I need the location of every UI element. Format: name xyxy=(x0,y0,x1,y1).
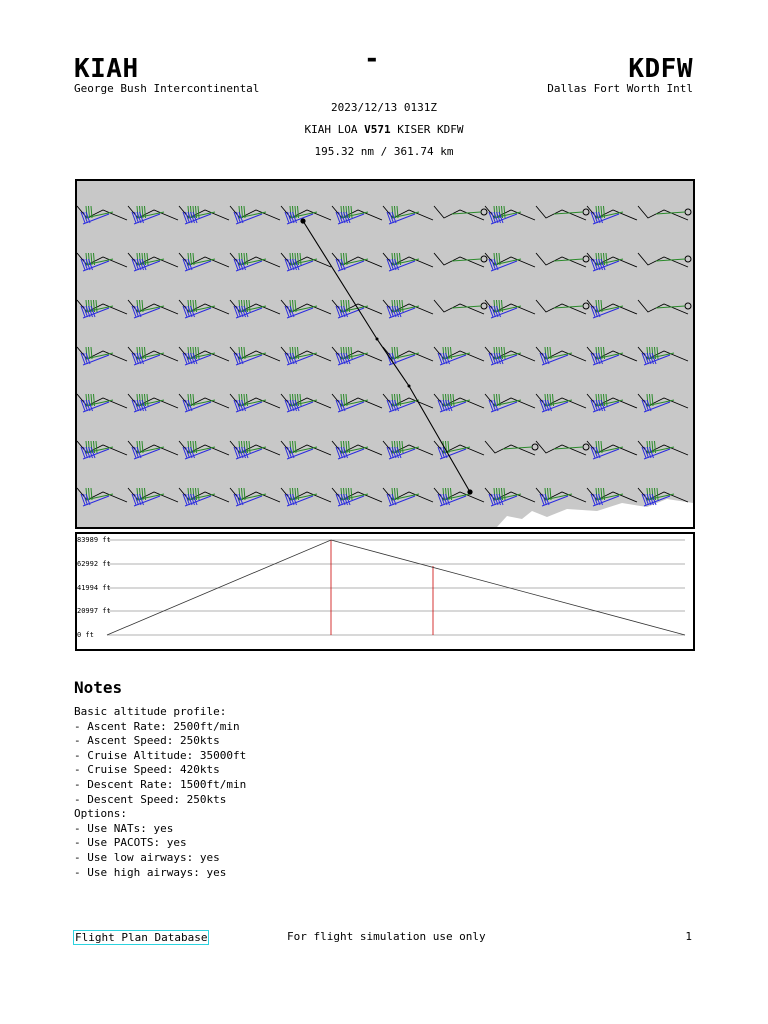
map-contour xyxy=(332,253,382,267)
map-contour xyxy=(434,300,484,314)
calm-wind-marker xyxy=(583,256,589,262)
map-contour xyxy=(536,441,586,455)
note-line: - Use low airways: yes xyxy=(74,850,220,864)
map-contour xyxy=(281,347,331,361)
map-contour xyxy=(536,253,586,267)
map-contour xyxy=(485,253,535,267)
map-contour xyxy=(128,441,178,455)
map-contour xyxy=(434,488,484,502)
calm-wind-marker xyxy=(481,303,487,309)
map-contour xyxy=(128,347,178,361)
calm-wind-marker xyxy=(532,444,538,450)
note-line: - Ascent Speed: 250kts xyxy=(74,734,220,748)
map-contour xyxy=(587,206,637,220)
map-contour xyxy=(332,441,382,455)
notes-title: Notes xyxy=(74,678,123,697)
note-line: Options: xyxy=(74,807,127,821)
calm-wind-marker xyxy=(481,209,487,215)
calm-wind-marker xyxy=(583,303,589,309)
map-contour xyxy=(383,253,433,267)
map-contour xyxy=(536,206,586,220)
route-suffix: KISER KDFW xyxy=(390,123,464,136)
map-contour xyxy=(230,488,280,502)
map-contour xyxy=(77,488,127,502)
notes-body xyxy=(74,705,246,880)
map-contour xyxy=(332,206,382,220)
map-contour xyxy=(485,488,535,502)
map-contour xyxy=(638,488,688,502)
calm-wind-marker xyxy=(685,209,691,215)
map-contour xyxy=(638,206,688,220)
route-endpoint-kiah xyxy=(467,489,472,494)
map-contour xyxy=(434,253,484,267)
map-contour xyxy=(485,441,535,455)
map-contour xyxy=(383,441,433,455)
altitude-profile-canvas xyxy=(77,534,693,649)
destination-code: KDFW xyxy=(628,54,693,84)
note-line: - Ascent Rate: 2500ft/min xyxy=(74,719,240,733)
flight-date: 2023/12/13 0131Z xyxy=(331,101,437,114)
map-contour xyxy=(128,300,178,314)
map-contour xyxy=(638,300,688,314)
profile-axis-label: 41994 ft xyxy=(77,584,111,592)
map-contour xyxy=(485,394,535,408)
flight-plan-database-link[interactable]: Flight Plan Database xyxy=(75,931,208,944)
map-contour xyxy=(77,394,127,408)
origin-name: George Bush Intercontinental xyxy=(74,82,260,95)
map-contour xyxy=(281,394,331,408)
map-contour xyxy=(230,347,280,361)
map-contour xyxy=(77,441,127,455)
map-contour xyxy=(230,441,280,455)
map-contour xyxy=(383,206,433,220)
map-contour xyxy=(587,441,637,455)
note-line: - Cruise Altitude: 35000ft xyxy=(74,748,247,762)
map-contour xyxy=(281,441,331,455)
map-contour xyxy=(128,488,178,502)
route-waypoint xyxy=(376,338,379,341)
map-contour xyxy=(638,347,688,361)
map-contour xyxy=(434,394,484,408)
map-contour xyxy=(383,300,433,314)
route-airway: V571 xyxy=(364,123,391,136)
altitude-profile-line xyxy=(107,540,685,635)
route-prefix: KIAH LOA xyxy=(304,123,365,136)
calm-wind-marker xyxy=(685,256,691,262)
map-contour xyxy=(179,300,229,314)
note-line: - Use high airways: yes xyxy=(74,865,227,879)
note-line: - Cruise Speed: 420kts xyxy=(74,763,220,777)
map-contour xyxy=(179,394,229,408)
map-contour xyxy=(383,394,433,408)
map-contour xyxy=(638,253,688,267)
map-contour xyxy=(383,488,433,502)
map-contour xyxy=(281,488,331,502)
map-contour xyxy=(179,488,229,502)
map-contour xyxy=(281,206,331,220)
note-line: - Use PACOTS: yes xyxy=(74,836,187,850)
map-contour xyxy=(485,347,535,361)
route-separator: - xyxy=(364,44,381,74)
map-contour xyxy=(230,394,280,408)
origin-code: KIAH xyxy=(74,54,139,84)
map-contour xyxy=(179,206,229,220)
map-contour xyxy=(485,206,535,220)
map-contour xyxy=(536,300,586,314)
map-contour xyxy=(587,488,637,502)
map-contour xyxy=(230,300,280,314)
profile-axis-label: 62992 ft xyxy=(77,560,111,568)
map-contour xyxy=(638,394,688,408)
map-contour xyxy=(434,206,484,220)
map-contour xyxy=(179,347,229,361)
map-contour xyxy=(485,300,535,314)
map-contour xyxy=(638,441,688,455)
profile-axis-label: 0 ft xyxy=(77,631,94,639)
map-contour xyxy=(77,347,127,361)
map-contour xyxy=(128,206,178,220)
map-contour xyxy=(77,253,127,267)
route-waypoint xyxy=(408,385,411,388)
page-number: 1 xyxy=(685,930,692,943)
map-contour xyxy=(536,488,586,502)
note-line: - Descent Speed: 250kts xyxy=(74,792,227,806)
map-contour xyxy=(179,441,229,455)
route-endpoint-kdfw xyxy=(300,218,305,223)
calm-wind-marker xyxy=(583,444,589,450)
profile-axis-label: 20997 ft xyxy=(77,607,111,615)
note-line: Basic altitude profile: xyxy=(74,705,227,718)
coastline xyxy=(497,499,693,527)
map-contour xyxy=(587,300,637,314)
map-contour xyxy=(434,347,484,361)
calm-wind-marker xyxy=(481,256,487,262)
map-contour xyxy=(587,253,637,267)
map-contour xyxy=(128,253,178,267)
footer-disclaimer: For flight simulation use only xyxy=(287,930,486,943)
route-distance: 195.32 nm / 361.74 km xyxy=(314,145,454,158)
calm-wind-marker xyxy=(685,303,691,309)
note-line: - Descent Rate: 1500ft/min xyxy=(74,777,247,791)
map-contour xyxy=(128,394,178,408)
altitude-profile xyxy=(75,532,695,651)
map-contour xyxy=(281,300,331,314)
map-contour xyxy=(281,253,331,267)
map-contour xyxy=(536,347,586,361)
destination-name: Dallas Fort Worth Intl xyxy=(547,82,693,95)
profile-axis-label: 83989 ft xyxy=(77,536,111,544)
map-contour xyxy=(77,300,127,314)
map-contour xyxy=(587,347,637,361)
wind-map xyxy=(75,179,695,529)
map-contour xyxy=(587,394,637,408)
route-string xyxy=(0,123,768,136)
map-contour xyxy=(230,206,280,220)
map-contour xyxy=(332,488,382,502)
calm-wind-marker xyxy=(583,209,589,215)
map-contour xyxy=(332,394,382,408)
wind-map-canvas xyxy=(77,181,693,527)
map-contour xyxy=(77,206,127,220)
map-contour xyxy=(536,394,586,408)
map-contour xyxy=(230,253,280,267)
map-contour xyxy=(332,347,382,361)
note-line: - Use NATs: yes xyxy=(74,821,174,835)
map-contour xyxy=(179,253,229,267)
